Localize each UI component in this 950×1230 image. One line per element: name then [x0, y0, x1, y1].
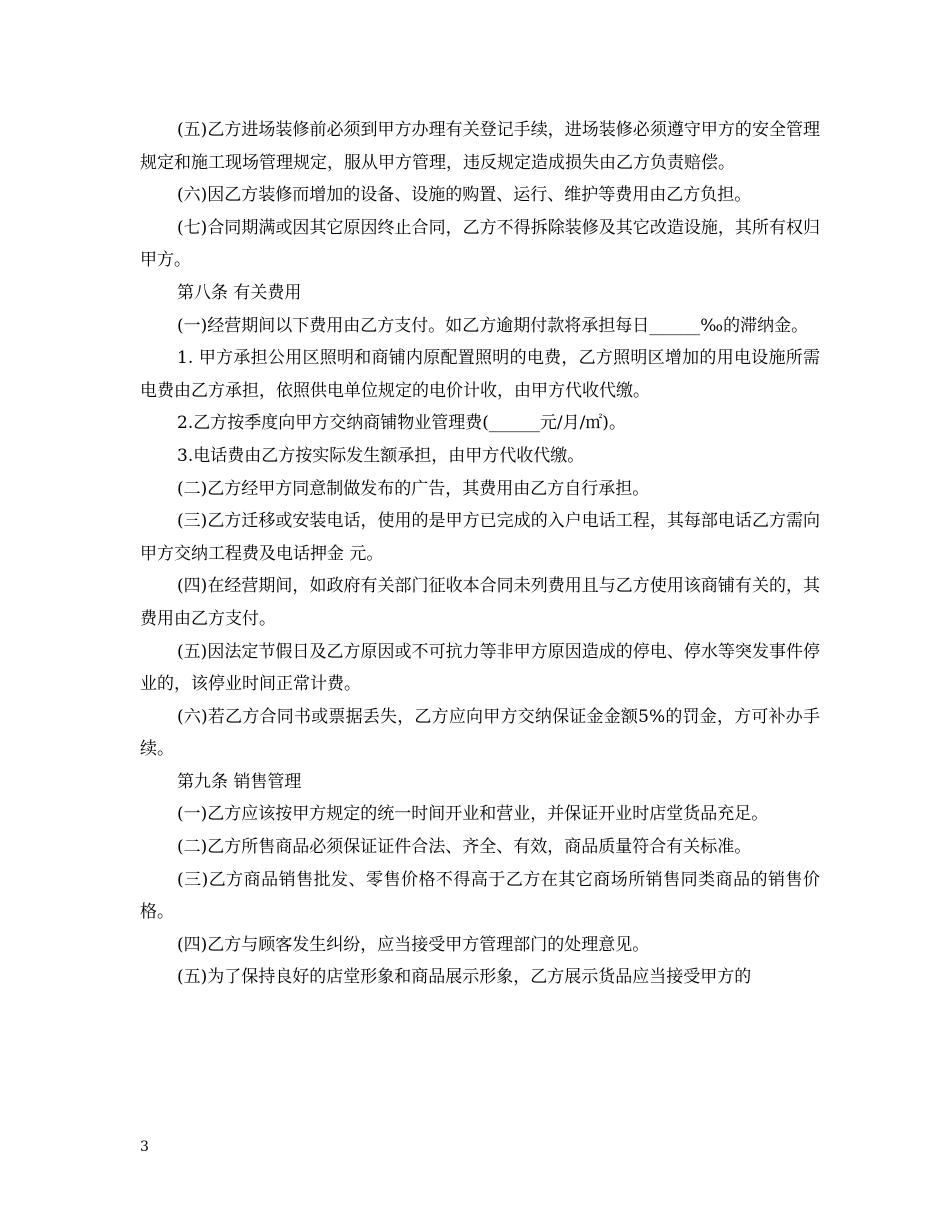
paragraph [140, 440, 820, 473]
paragraph-first-line: (五)为了保持良好的店堂形象和商品展示形象，乙方展示货品应当接受甲方的 [177, 967, 752, 988]
paragraph-first-line: (五)因法定节假日及乙方原因或不可抗力等非甲方原因造成的停电、停水等突 [177, 641, 752, 662]
paragraph [140, 864, 820, 929]
paragraph-first-line: (六)若乙方合同书或票据丢失，乙方应向甲方交纳保证金金额5%的罚金，方 [177, 706, 752, 727]
paragraph-first-line: 第八条 有关费用 [177, 282, 302, 303]
paragraph-first-line: (四)在经营期间，如政府有关部门征收本合同未列费用且与乙方使用该商铺有 [177, 576, 752, 597]
paragraph-first-line: (二)乙方经甲方同意制做发布的广告，其费用由乙方自行承担。 [177, 478, 650, 499]
paragraph-first-line: 1. 甲方承担公用区照明和商铺内原配置照明的电费，乙方照明区增加的用电 [177, 348, 752, 369]
paragraph [140, 114, 820, 179]
paragraph-first-line: 2.乙方按季度向甲方交纳商铺物业管理费(______元/月/㎡)。 [177, 413, 626, 434]
paragraph [140, 505, 820, 570]
paragraph [140, 473, 820, 506]
paragraph-continuation: 所有权归甲方。 [140, 217, 821, 271]
paragraph-continuation: 设施所需电费由乙方承担，依照供电单位规定的电价计收，由甲方代收代缴。 [140, 348, 821, 401]
paragraph [140, 342, 820, 407]
paragraph [140, 961, 820, 994]
paragraph [140, 701, 820, 766]
paragraph-first-line: (六)因乙方装修而增加的设备、设施的购置、运行、维护等费用由乙方负担。 [177, 185, 752, 206]
document-body [140, 114, 820, 994]
paragraph [140, 212, 820, 277]
paragraph [140, 570, 820, 635]
paragraph [140, 310, 820, 343]
paragraph-continuation: 安全管理规定和施工现场管理规定，服从甲方管理，违反规定造成损失由乙方负责赔偿。 [140, 120, 821, 173]
paragraph [140, 831, 820, 864]
paragraph-first-line: 第九条 销售管理 [177, 771, 302, 792]
paragraph [140, 929, 820, 962]
paragraph-first-line: (一)经营期间以下费用由乙方支付。如乙方逾期付款将承担每日______‰的滞 [177, 315, 758, 336]
paragraph [140, 407, 820, 440]
paragraph-continuation: 乙方需向甲方交纳工程费及电话押金 元。 [140, 511, 821, 564]
page-number: 3 [140, 1139, 149, 1155]
paragraph-first-line: (四)乙方与顾客发生纠纷，应当接受甲方管理部门的处理意见。 [177, 934, 650, 955]
section-heading [140, 277, 820, 310]
paragraph [140, 179, 820, 212]
paragraph-continuation: 纳金。 [757, 315, 809, 336]
paragraph-continuation: 可补办手续。 [140, 706, 821, 760]
paragraph [140, 798, 820, 831]
paragraph-first-line: 3.电话费由乙方按实际发生额承担，由甲方代收代缴。 [177, 445, 585, 466]
paragraph-first-line: (七)合同期满或因其它原因终止合同，乙方不得拆除装修及其它改造设施，其 [177, 217, 752, 238]
paragraph-first-line: (一)乙方应该按甲方规定的统一时间开业和营业，并保证开业时店堂货品充足。 [177, 804, 769, 825]
section-heading [140, 766, 820, 799]
paragraph-first-line: (五)乙方进场装修前必须到甲方办理有关登记手续，进场装修必须遵守甲方的 [177, 120, 752, 140]
paragraph-first-line: (二)乙方所售商品必须保证证件合法、齐全、有效，商品质量符合有关标准。 [177, 837, 752, 858]
paragraph [140, 636, 820, 701]
paragraph-first-line: (三)乙方迁移或安装电话，使用的是甲方已完成的入户电话工程，其每部电话 [177, 511, 752, 532]
paragraph-continuation: 发事件停业的，该停业时间正常计费。 [140, 641, 821, 695]
paragraph-continuation: 关的，其费用由乙方支付。 [140, 576, 821, 629]
paragraph-first-line: (三)乙方商品销售批发、零售价格不得高于乙方在其它商场所销售同类商品的 [177, 869, 769, 890]
paragraph-continuation: 销售价格。 [140, 869, 821, 923]
